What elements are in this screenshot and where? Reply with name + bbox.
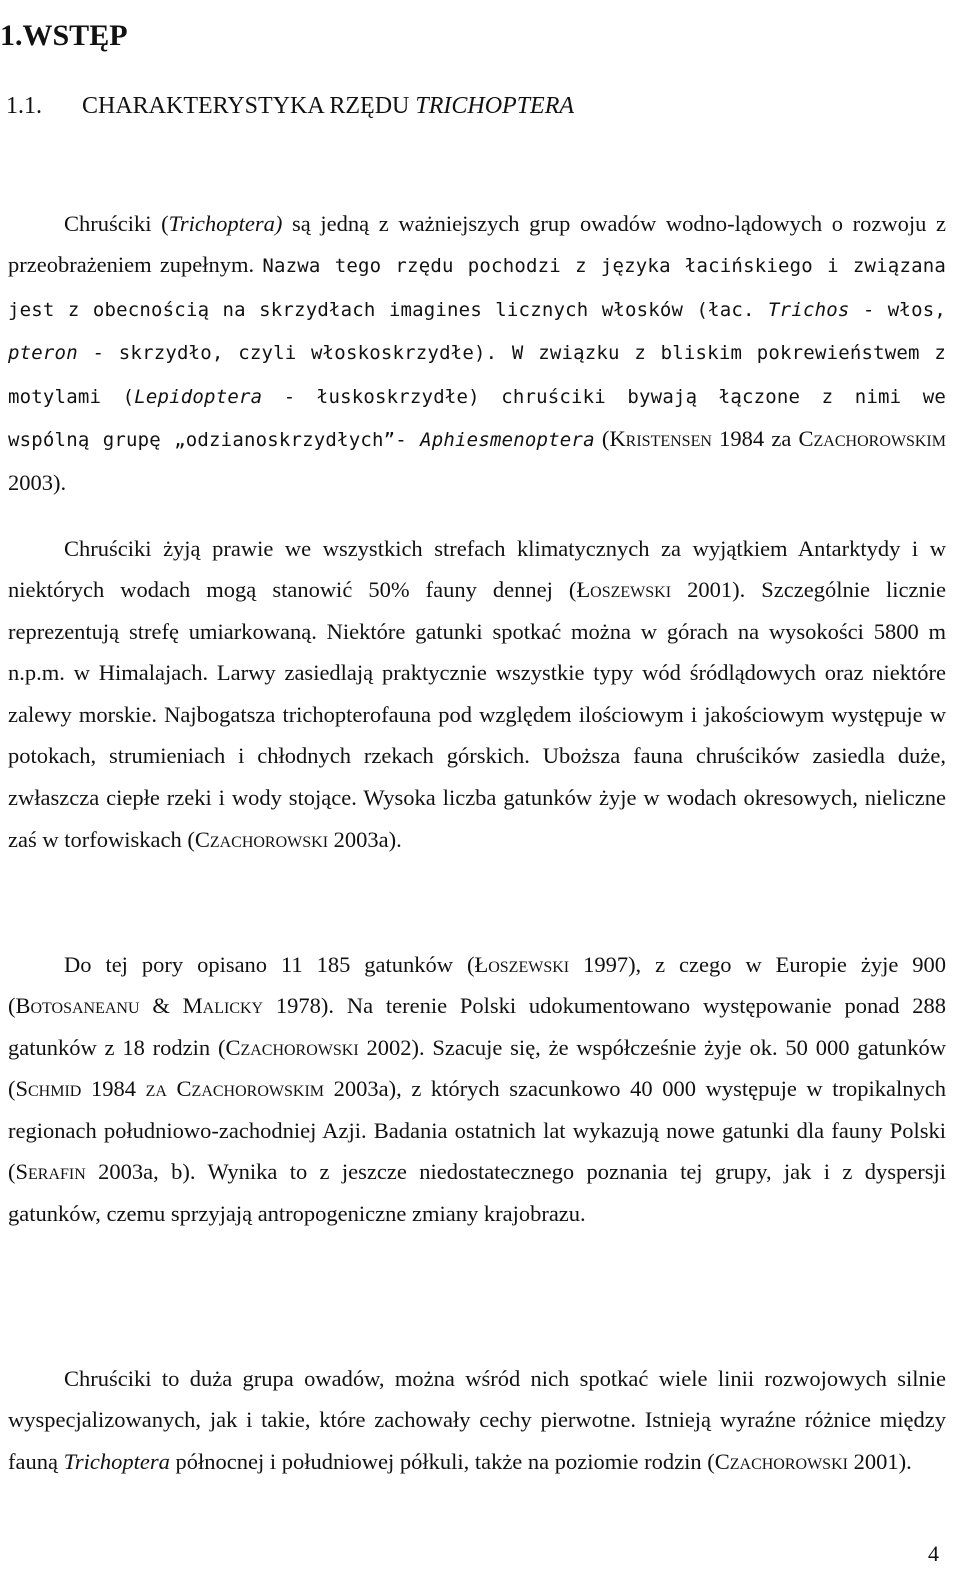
text-span: W związku z bliskim pokrewieństwem z motylami ( (8, 342, 946, 408)
text-span: 2001). Szczególnie licznie reprezentują strefę umiarkowaną. Niektóre gatunki spotkać można w górach na wysokości 5800 m n.p.m. w Himalajach. Larwy zasiedlają praktycznie wszystkie typy wód śródlądowych oraz niektóre zalewy morskie. Najbogatsza trichopterofauna pod względem ilościowym i jakościowym występuje w potokach, strumieniach i chłodnych rzekach górskich. Uboższa fauna chruścików zasiedla duże, zwłaszcza ciepłe rzeki i wody stojące. Wysoka liczba gatunków żyje w wodach okresowych, nieliczne zaś w torfowiskach ( (8, 577, 946, 852)
text-span: Do tej pory opisano 11 185 gatunków ( (64, 951, 475, 977)
author-citation: Czachorowski (714, 1448, 848, 1474)
taxon-name: Trichoptera) (168, 210, 283, 236)
text-span: Chruściki ( (64, 210, 169, 236)
text-span: - skrzydło, czyli włoskoskrzydłe). (77, 342, 498, 365)
text-span: 1984 (81, 1076, 146, 1102)
author-citation: Botosaneanu (15, 993, 140, 1019)
citation-connector: za (145, 1076, 167, 1102)
text-span: Nazwa tego rzędu pochodzi z języka łacińskiego i związana jest z obecnością na skrzydłach imagines licznych włosków (łac. (8, 255, 946, 321)
taxon-name: Trichoptera (63, 1448, 170, 1474)
text-span-typewriter (8, 255, 946, 451)
text-span: północnej i południowej półkuli, także na poziomie rodzin ( (169, 1448, 715, 1474)
text-span: 1978). Na terenie Polski udokumentowano występowanie ponad 288 gatunków z 18 rodzin ( (8, 993, 946, 1060)
page-number: 4 (928, 1541, 939, 1566)
text-span: - łuskoskrzydłe) chruściki bywają łączone z nimi we wspólną grupę „odzianoskrzydłych”- (8, 385, 947, 452)
text-span: 1984 za (711, 426, 799, 452)
author-citation: Malicky (182, 993, 264, 1019)
author-citation: Kristensen (609, 426, 712, 452)
taxon-name: Lepidoptera (134, 385, 263, 408)
paragraph-diversity (8, 1358, 946, 1483)
taxon-name: Aphiesmenoptera (420, 429, 595, 452)
text-span: ( (594, 426, 610, 452)
author-citation: Serafin (15, 1159, 86, 1185)
text-span: 2001). (847, 1448, 912, 1474)
latin-term: pteron (8, 342, 78, 365)
section-heading (6, 88, 574, 124)
author-citation: Łoszewski (474, 951, 570, 977)
chapter-heading: 1.WSTĘP (0, 19, 128, 53)
text-span: & (139, 993, 183, 1019)
text-span: 2003a). (328, 826, 402, 852)
text-span: Chruściki żyją prawie we wszystkich strefach klimatycznych za wyjątkiem Antarktydy i w niektórych wodach mogą stanowić 50% fauny dennej ( (8, 535, 946, 603)
paragraph-intro (8, 203, 946, 504)
paragraph-distribution (8, 528, 946, 861)
paragraph-species-count (8, 944, 946, 1235)
author-citation: Czachorowski (194, 826, 329, 852)
text-span: 2003a), z których szacunkowo 40 000 występuje w tropikalnych regionach południowo-zachodniej Azji. Badania ostatnich lat wykazują nowe gatunki dla fauny Polski ( (8, 1076, 947, 1185)
author-citation: Czachorowskim (176, 1076, 324, 1102)
text-span: są jedną z ważniejszych grup owadów wodno-lądowych o rozwoju z przeobrażeniem zupełnym. (8, 210, 946, 278)
text-span: Chruściki to duża grupa owadów, można wśród nich spotkać wiele linii rozwojowych silnie wyspecjalizowanych, jak i takie, które zachowały cechy pierwotne. Istnieją wyraźne różnice między fauną (8, 1365, 946, 1474)
author-citation: Czachorowski (225, 1034, 359, 1060)
text-span: - włos, (849, 298, 946, 321)
latin-term: Trichos (768, 298, 850, 321)
author-citation: Łoszewski (576, 577, 672, 603)
author-citation: Schmid (15, 1076, 82, 1102)
section-taxon: TRICHOPTERA (415, 93, 575, 119)
text-span (167, 1076, 177, 1101)
text-span: 2003a, b). Wynika to z jeszcze niedostatecznego poznania tej grupy, jak i z dyspersji gatunków, czemu sprzyjają antropogeniczne zmiany krajobrazu. (8, 1159, 946, 1227)
text-span: 2003). (8, 470, 67, 496)
text-span: 1997), z czego w Europie żyje 900 ( (8, 951, 946, 1019)
text-span: 2002). Szacuje się, że współcześnie żyje ok. 50 000 gatunków ( (8, 1034, 946, 1102)
section-number: 1.1. (6, 93, 42, 119)
section-title: CHARAKTERYSTYKA RZĘDU (82, 93, 410, 119)
author-citation: Czachorowskim (798, 426, 946, 452)
